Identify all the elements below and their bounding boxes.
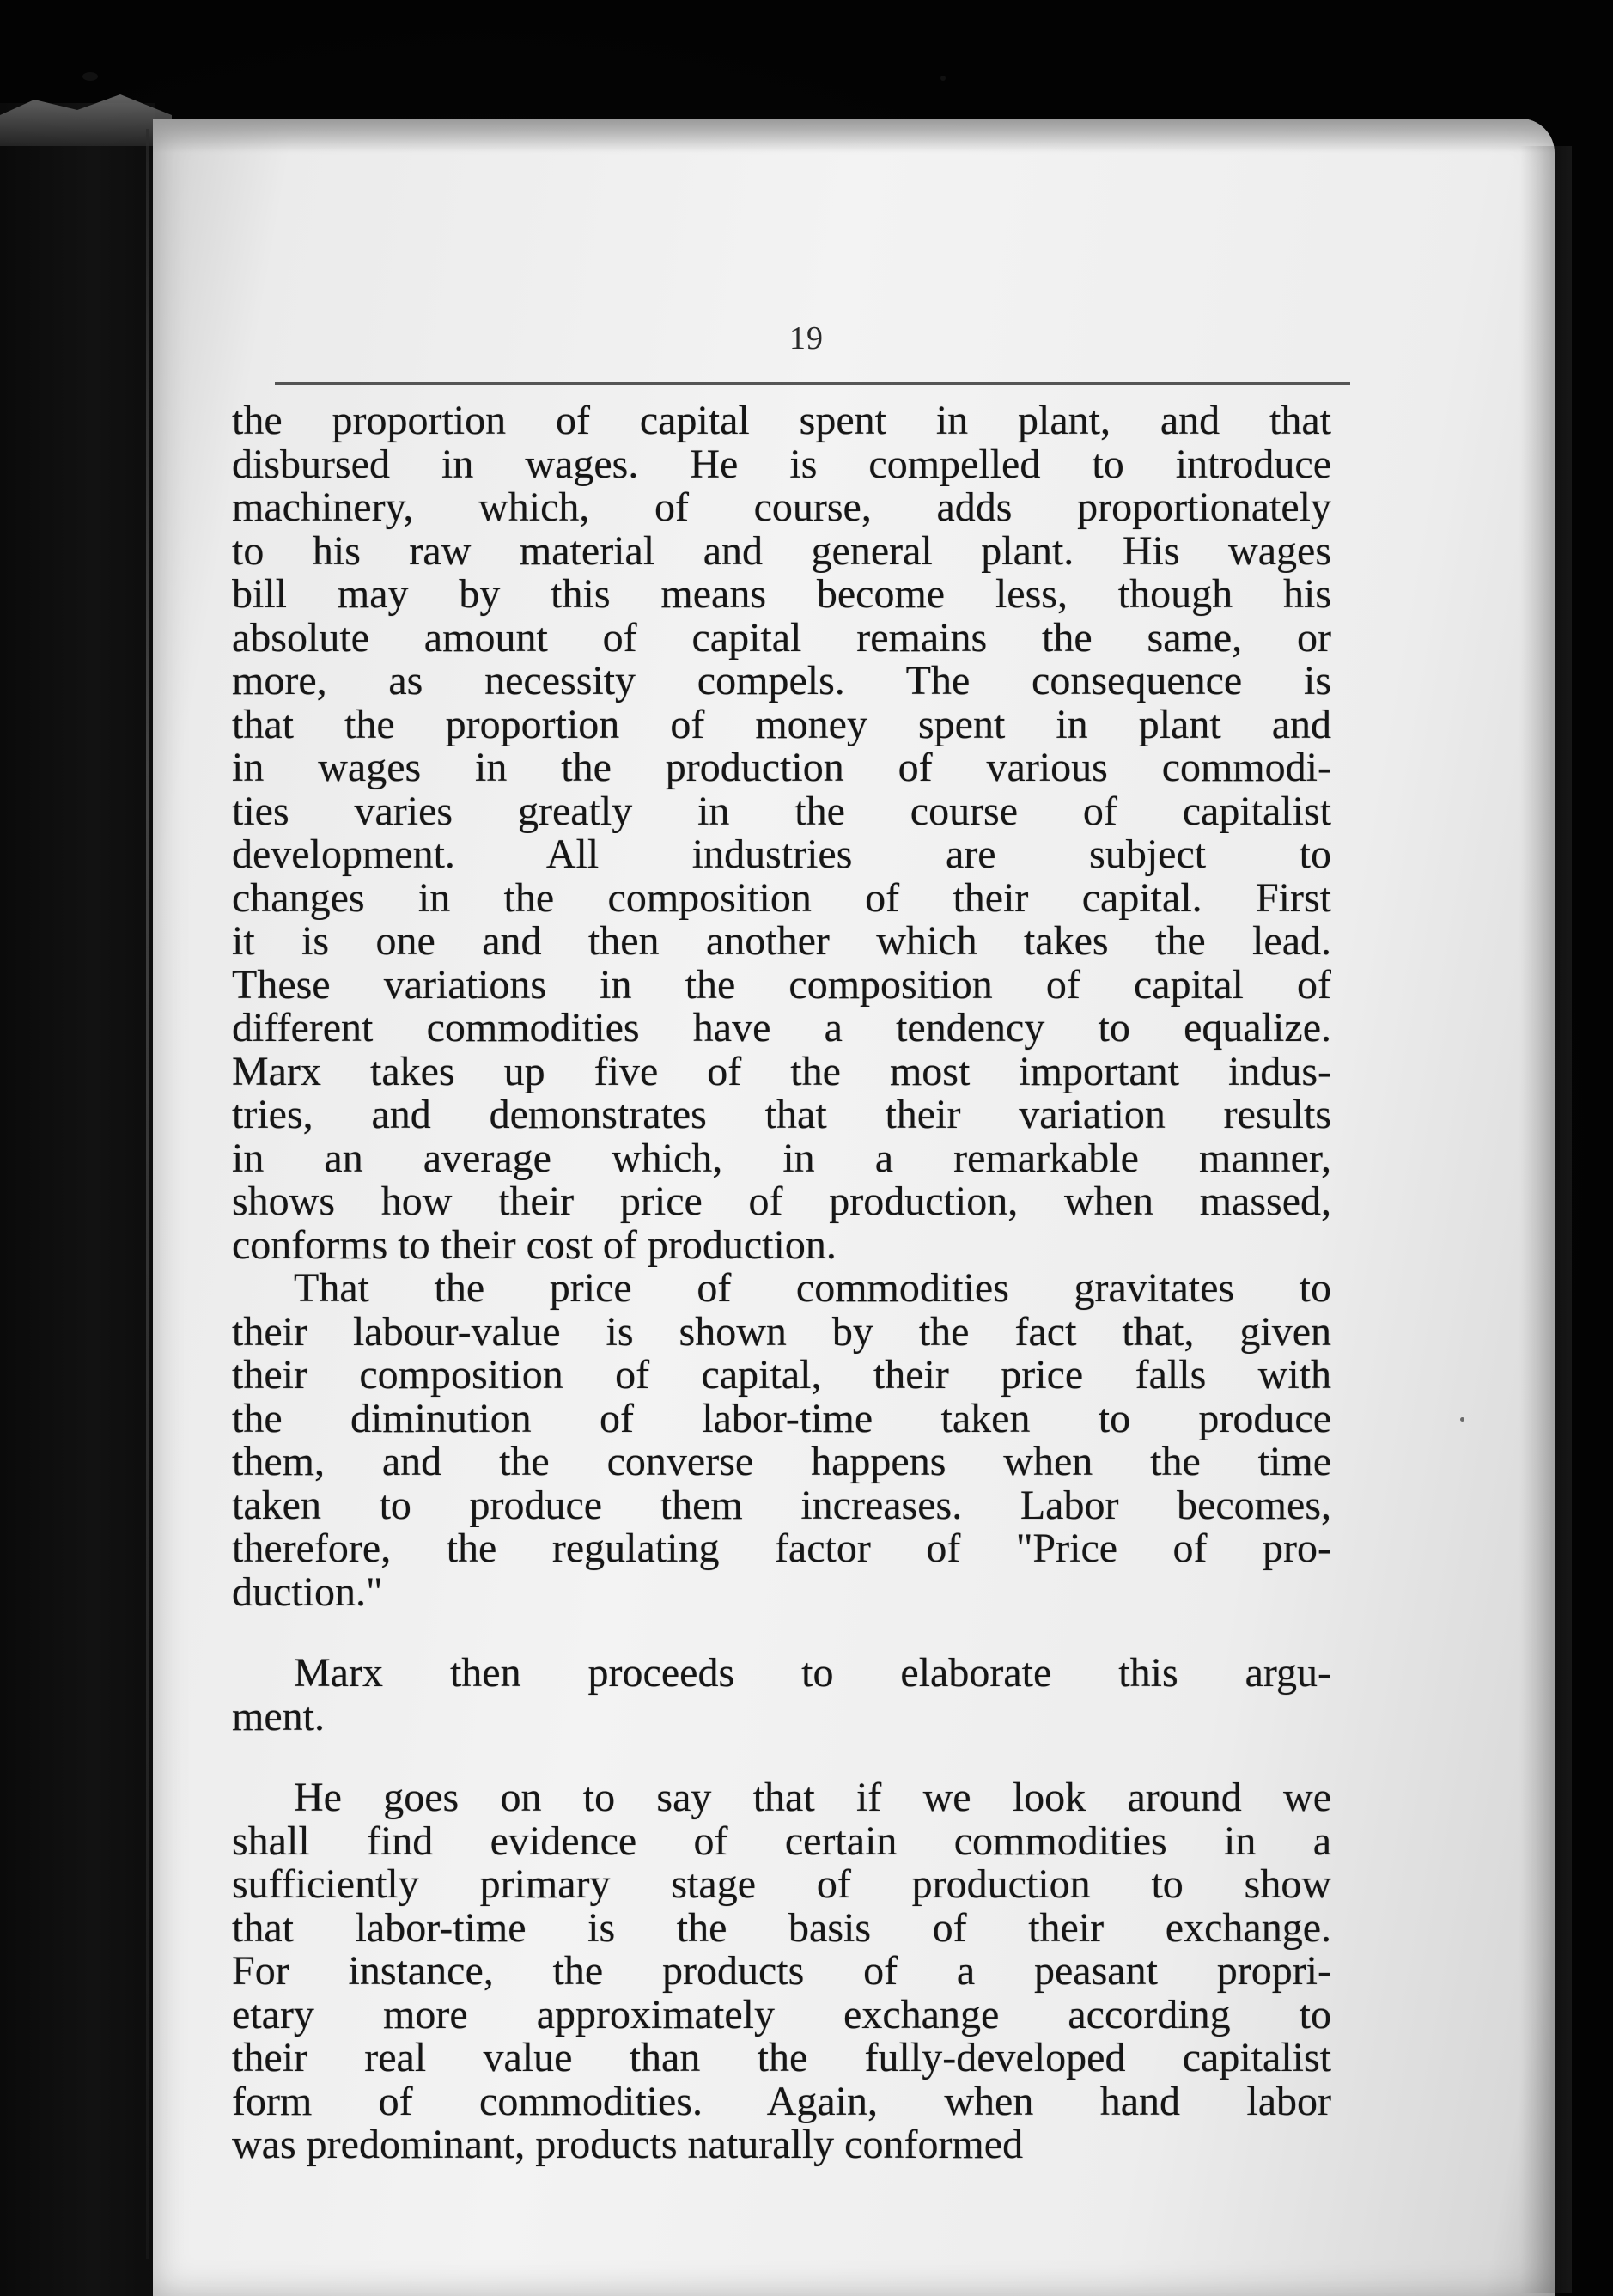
text-line: shows how their price of production, when massed,: [232, 1180, 1331, 1224]
text-line: bill may by this means become less, though his: [232, 573, 1331, 617]
text-line: to his raw material and general plant. His wages: [232, 529, 1331, 573]
text-line: He goes on to say that if we look around we: [294, 1776, 1331, 1820]
page-top-shadow: [153, 119, 1555, 153]
text-line: tries, and demonstrates that their variation results: [232, 1093, 1331, 1137]
text-line: them, and the converse happens when the time: [232, 1440, 1331, 1484]
text-line: it is one and then another which takes the lead.: [232, 920, 1331, 964]
text-line: ties varies greatly in the course of capitalist: [232, 789, 1331, 833]
text-line: their real value than the fully-developed capitalist: [232, 2037, 1331, 2080]
facing-page-edge: [146, 129, 149, 2259]
text-line: was predominant, products naturally conformed: [232, 2123, 1024, 2167]
text-line: ment.: [232, 1695, 325, 1739]
header-rule: [275, 382, 1350, 385]
text-line: that the proportion of money spent in plant and: [232, 703, 1331, 746]
body-text: [232, 399, 1331, 2167]
text-line: taken to produce them increases. Labor becomes,: [232, 1483, 1331, 1527]
text-line: etary more approximately exchange according to: [232, 1993, 1331, 2037]
text-line: development. All industries are subject to: [232, 833, 1331, 877]
text-line: form of commodities. Again, when hand labor: [232, 2080, 1331, 2123]
text-line: the proportion of capital spent in plant, and that: [232, 399, 1331, 443]
book-spine-margin: [0, 103, 155, 2296]
text-line: machinery, which, of course, adds proportionately: [232, 486, 1331, 530]
paragraph: [232, 1267, 1331, 1614]
text-line: Marx then proceeds to elaborate this argu-: [294, 1652, 1331, 1696]
paragraph: [232, 1776, 1331, 2167]
scan-speck: [1460, 1417, 1464, 1422]
text-line: For instance, the products of a peasant propri-: [232, 1950, 1331, 1994]
page-number: 19: [789, 320, 824, 356]
scan-speck: [940, 76, 946, 81]
text-line: their labour-value is shown by the fact that, given: [232, 1310, 1331, 1354]
page-right-shadow: [1520, 146, 1572, 2293]
text-line: different commodities have a tendency to equalize.: [232, 1007, 1331, 1051]
text-line: shall find evidence of certain commodities in a: [232, 1819, 1331, 1863]
text-line: in an average which, in a remarkable manner,: [232, 1136, 1331, 1180]
text-line: more, as necessity compels. The consequence is: [232, 660, 1331, 703]
paragraph: [232, 399, 1331, 1267]
text-line: duction.": [232, 1570, 383, 1614]
text-line: their composition of capital, their price falls with: [232, 1354, 1331, 1398]
text-line: sufficiently primary stage of production to show: [232, 1863, 1331, 1907]
paragraph-gap: [232, 1614, 1331, 1652]
text-line: conforms to their cost of production.: [232, 1223, 837, 1267]
paragraph: [232, 1652, 1331, 1739]
text-line: in wages in the production of various commodi-: [232, 746, 1331, 790]
text-line: therefore, the regulating factor of "Price of pro-: [232, 1527, 1331, 1571]
paragraph-gap: [232, 1739, 1331, 1776]
text-line: changes in the composition of their capital. First: [232, 876, 1331, 920]
text-line: disbursed in wages. He is compelled to introduce: [232, 442, 1331, 486]
text-line: the diminution of labor-time taken to produce: [232, 1397, 1331, 1440]
text-line: that labor-time is the basis of their exchange.: [232, 1906, 1331, 1950]
text-line: Marx takes up five of the most important indus-: [232, 1050, 1331, 1093]
text-line: That the price of commodities gravitates to: [294, 1267, 1331, 1311]
text-line: These variations in the composition of capital of: [232, 963, 1331, 1007]
scan-speck: [82, 72, 98, 81]
text-line: absolute amount of capital remains the same, or: [232, 616, 1331, 660]
